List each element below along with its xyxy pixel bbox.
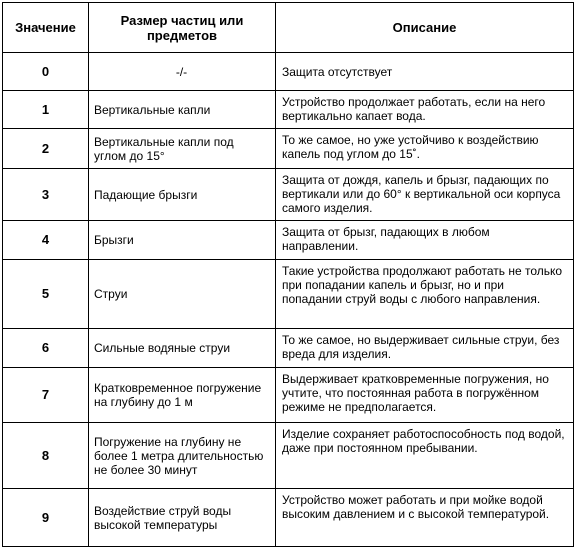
table-row: [3, 489, 574, 547]
table-row: [3, 423, 574, 489]
row-value: 5: [3, 260, 89, 329]
row-description: Изделие сохраняет работоспособность под водой, даже при постоянном пребывании.: [276, 423, 574, 489]
row-value: 1: [3, 91, 89, 129]
header-size: Размер частиц или предметов: [89, 3, 276, 53]
row-description: Устройство продолжает работать, если на него вертикально капает вода.: [276, 91, 574, 129]
row-size: Брызги: [89, 221, 276, 260]
row-value: 8: [3, 423, 89, 489]
row-description: Такие устройства продолжают работать не только при попадании капель и брызг, но и при попадании струй воды с любого направления.: [276, 260, 574, 329]
row-value: 4: [3, 221, 89, 260]
row-size: Погружение на глубину не более 1 метра длительностью не более 30 минут: [89, 423, 276, 489]
table-row: [3, 221, 574, 260]
row-value: 7: [3, 368, 89, 423]
row-size: Вертикальные капли: [89, 91, 276, 129]
table-row: [3, 129, 574, 169]
table-row: [3, 91, 574, 129]
row-description: То же самое, но уже устойчиво к воздействию капель под углом до 15˚.: [276, 129, 574, 169]
row-description: Устройство может работать и при мойке водой высоким давлением и с высокой температурой.: [276, 489, 574, 547]
row-description: То же самое, но выдерживает сильные струи, без вреда для изделия.: [276, 329, 574, 368]
row-size: -/-: [89, 53, 276, 91]
row-value: 2: [3, 129, 89, 169]
table-row: [3, 260, 574, 329]
table-row: [3, 329, 574, 368]
row-size: Воздействие струй воды высокой температуры: [89, 489, 276, 547]
row-value: 3: [3, 169, 89, 221]
header-row: [3, 3, 574, 53]
row-description: Выдерживает кратковременные погружения, но учтите, что постоянная работа в погружённом режиме не предполагается.: [276, 368, 574, 423]
row-size: Кратковременное погружение на глубину до 1 м: [89, 368, 276, 423]
row-description: Защита от дождя, капель и брызг, падающих по вертикали или до 60° к вертикальной оси корпуса самого изделия.: [276, 169, 574, 221]
row-size: Вертикальные капли под углом до 15°: [89, 129, 276, 169]
row-value: 6: [3, 329, 89, 368]
table-row: [3, 53, 574, 91]
ip-protection-table: [2, 2, 574, 547]
row-description: Защита отсутствует: [276, 53, 574, 91]
header-value: Значение: [3, 3, 89, 53]
header-description: Описание: [276, 3, 574, 53]
ip-table-container: [2, 2, 573, 547]
row-value: 9: [3, 489, 89, 547]
row-size: Струи: [89, 260, 276, 329]
row-size: Падающие брызги: [89, 169, 276, 221]
row-size: Сильные водяные струи: [89, 329, 276, 368]
row-description: Защита от брызг, падающих в любом направлении.: [276, 221, 574, 260]
table-row: [3, 169, 574, 221]
row-value: 0: [3, 53, 89, 91]
table-row: [3, 368, 574, 423]
